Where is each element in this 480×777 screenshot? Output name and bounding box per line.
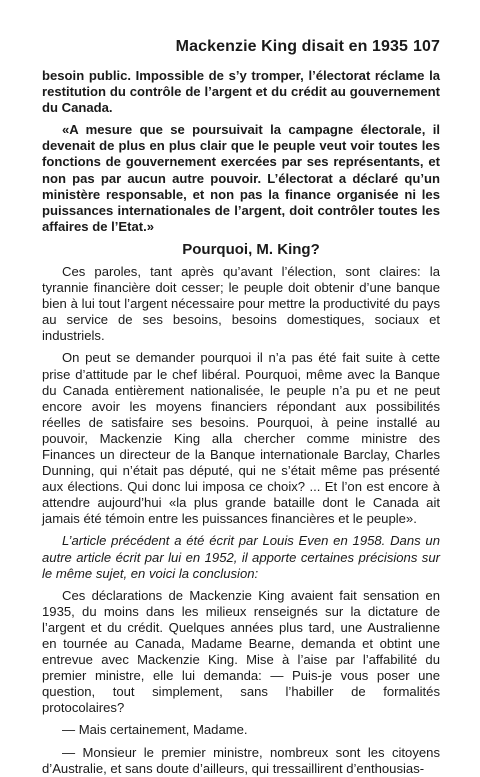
section-heading: Pourquoi, M. King? bbox=[182, 240, 320, 258]
paragraph-body: On peut se demander pourquoi il n’a pas été fait suite à cette prise d’attitude par le chef libéral. Pourquoi, même avec la Banque du Canada entièrement nationalisée, le peuple n’a pu et ne peut encore avoir les moyens financiers répondant aux possibilités réelles de satisfaire ses besoins. Pourquoi, à peine installé au pouvoir, Mackenzie King alla chercher comme ministre des Finances un directeur de la Banque internationale Barclay, Charles Dunning, qui n’était pas député, qui ne s’était même pas présenté aux élections. Qui donc lui imposa ce choix? ... Et l’on est encore à attendre aujourd’hui «la plus grande bataille dont le Canada ait jamais été témoin entre les puissances financières et le peuple». bbox=[42, 350, 440, 527]
running-head-title: Mackenzie King disait en 1935 bbox=[175, 38, 408, 55]
paragraph-bold-intro: besoin public. Impossible de s’y tromper, l’électorat réclame la restitution du contrôle de l’argent et du crédit au gouvernement du Canada. bbox=[42, 68, 440, 116]
paragraph-bold-quote: «A mesure que se poursuivait la campagne électorale, il devenait de plus en plus clair que le peuple veut voir toutes les fonctions de gouvernement exercées par ses représentants, et non pas par aucun autre pouvoir. L’électorat a déclaré qu’un ministère responsable, et non pas la finance organisée ni les puissances internationales de l’argent, doit contrôler toutes les affaires de l’Etat.» bbox=[42, 122, 440, 234]
paragraph-dialogue: — Mais certainement, Madame. bbox=[62, 722, 248, 738]
page-number: 107 bbox=[413, 38, 440, 55]
paragraph-dialogue: — Monsieur le premier ministre, nombreux sont les citoyens d’Australie, et sans doute d’ailleurs, qui tressaillirent d’enthousias- bbox=[42, 744, 440, 776]
paragraph-body: Ces déclarations de Mackenzie King avaient fait sensation en 1935, du moins dans les milieux renseignés sur la dictature de l’argent et du crédit. Quelques années plus tard, une Australienne en tournée au Canada, Madame Bearne, demanda et obtint une entrevue avec Mackenzie King. Mise à l’aise par l’affabilité du premier ministre, elle lui demanda: — Puis-je vous poser une question, tout simplement, sans l’habiller de formalités protocolaires? bbox=[42, 587, 440, 716]
paragraph-editor-note: L’article précédent a été écrit par Louis Even en 1958. Dans un autre article écrit par lui en 1952, il apporte certaines précisions sur le même sujet, en voici la conclusion: bbox=[42, 533, 440, 581]
paragraph-body: Ces paroles, tant après qu’avant l’élection, sont claires: la tyrannie financière doit cesser; le peuple doit obtenir d’une banque bien à lui tout l’argent nécessaire pour mettre la productivité du pays au service de ses besoins, besoins domestiques, sociaux et industriels. bbox=[42, 263, 440, 344]
running-head bbox=[42, 38, 440, 56]
